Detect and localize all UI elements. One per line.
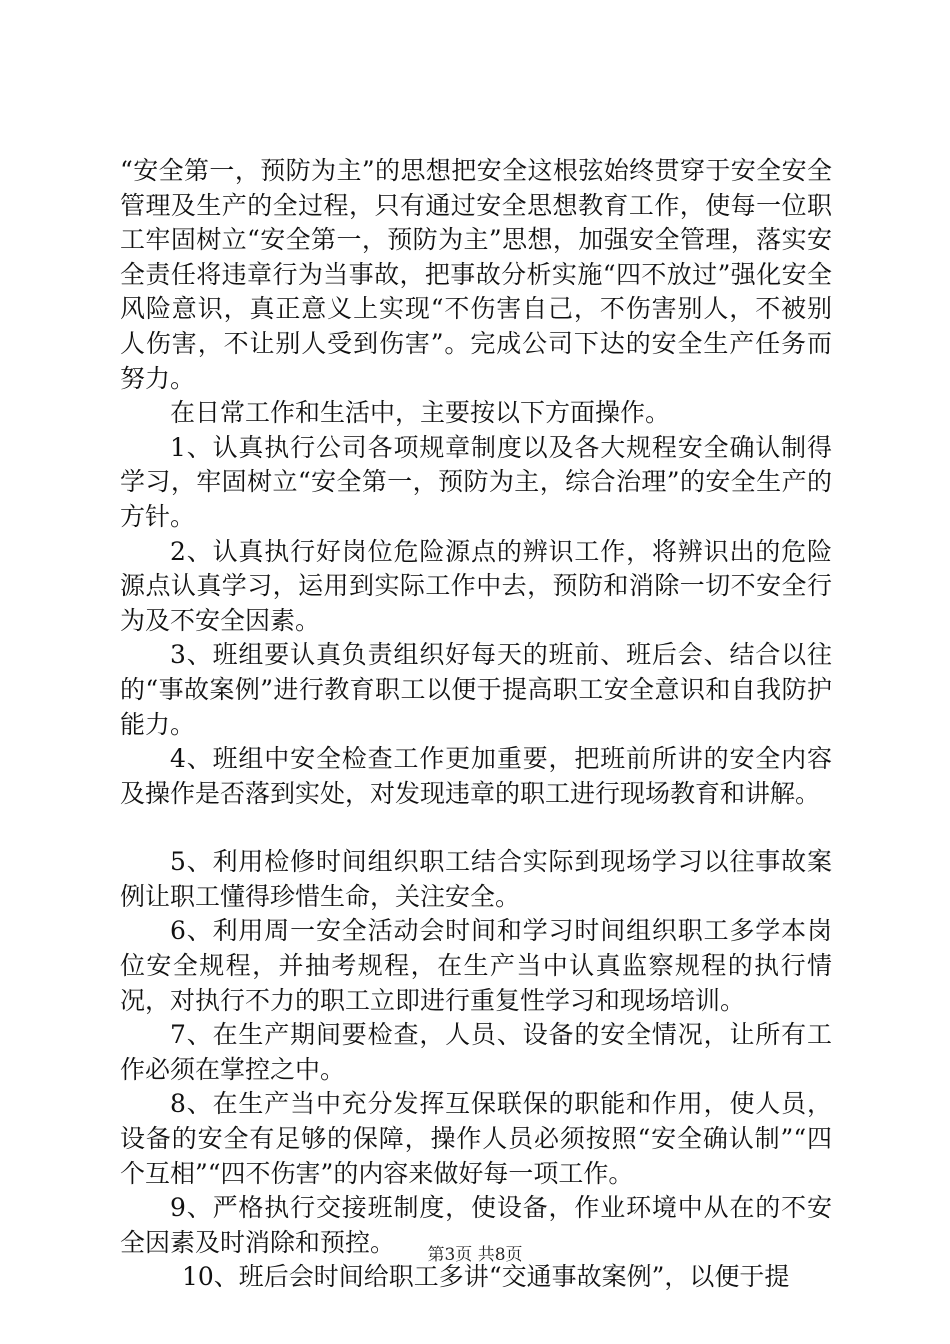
paragraph-intro: “安全第一，预防为主”的思想把安全这根弦始终贯穿于安全安全管理及生产的全过程，只有通过安全思想教育工作，使每一位职工牢固树立“安全第一，预防为主”思想，加强安全管理，落实安全责任将违章行为当事故，把事故分析实施“四不放过”强化安全风险意识，真正意义上实现“不伤害自己，不伤害别人，不被别人伤害，不让别人受到伤害”。完成公司下达的安全生产任务而努力。 [120, 156, 832, 393]
paragraph-gap [120, 811, 832, 845]
paragraph-item-3: 3、班组要认真负责组织好每天的班前、班后会、结合以往的“事故案例”进行教育职工以便于提高职工安全意识和自我防护能力。 [120, 640, 832, 739]
paragraph-lead-in: 在日常工作和生活中，主要按以下方面操作。 [170, 398, 671, 428]
paragraph-item-7: 7、在生产期间要检查，人员、设备的安全情况，让所有工作必须在掌控之中。 [120, 1020, 832, 1084]
page-number-footer: 第3页 共8页 [427, 1245, 523, 1265]
paragraph-item-9: 9、严格执行交接班制度，使设备，作业环境中从在的不安全因素及时消除和预控。 [120, 1193, 832, 1257]
paragraph-item-2: 2、认真执行好岗位危险源点的辨识工作，将辨识出的危险源点认真学习，运用到实际工作中去，预防和消除一切不安全行为及不安全因素。 [120, 536, 832, 635]
paragraph-item-6: 6、利用周一安全活动会时间和学习时间组织职工多学本岗位安全规程，并抽考规程，在生产当中认真监察规程的执行情况，对执行不力的职工立即进行重复性学习和现场培训。 [120, 916, 832, 1015]
paragraph-item-1: 1、认真执行公司各项规章制度以及各大规程安全确认制得学习，牢固树立“安全第一，预防为主，综合治理”的安全生产的方针。 [120, 432, 832, 531]
paragraph-item-10: 10、班后会时间给职工多讲“交通事故案例”，以便于提 [182, 1262, 790, 1292]
paragraph-item-4: 4、班组中安全检查工作更加重要，把班前所讲的安全内容及操作是否落到实处，对发现违章的职工进行现场教育和讲解。 [120, 744, 832, 808]
document-body [120, 154, 832, 1295]
paragraph-item-5: 5、利用检修时间组织职工结合实际到现场学习以往事故案例让职工懂得珍惜生命，关注安全。 [120, 847, 832, 911]
paragraph-item-8: 8、在生产当中充分发挥互保联保的职能和作用，使人员，设备的安全有足够的保障，操作人员必须按照“安全确认制”“四个互相”“四不伤害”的内容来做好每一项工作。 [120, 1089, 832, 1188]
